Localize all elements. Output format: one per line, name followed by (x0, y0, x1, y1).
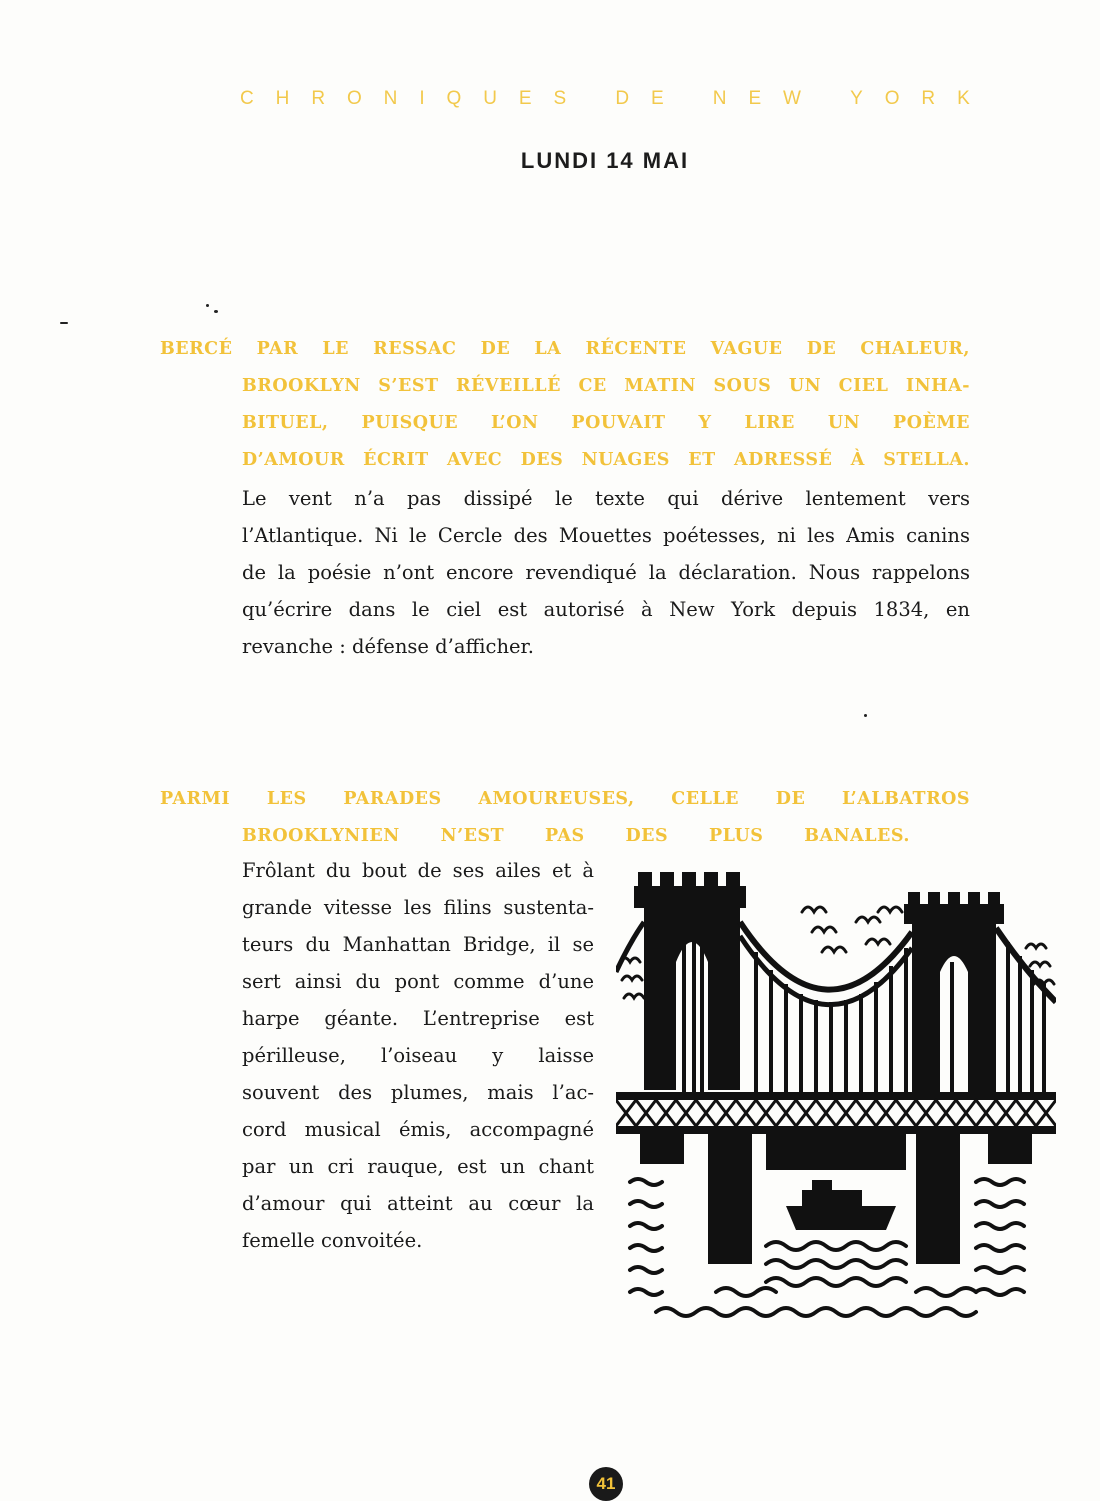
scan-speck (864, 714, 867, 717)
article1-body (242, 480, 970, 665)
headline-line: BITUEL, PUISQUE L’ON POUVAIT Y LIRE UN POÈME (242, 413, 970, 433)
scan-speck (206, 304, 209, 307)
headline-line: BROOKLYNIEN N’EST PAS DES PLUS BANALES. (242, 826, 910, 846)
body-line: qu’écrire dans le ciel est autorisé à New York depuis 1834, en (242, 598, 970, 621)
body-line: sert ainsi du pont comme d’une (242, 970, 594, 993)
scan-speck (60, 322, 68, 324)
scan-speck (214, 310, 218, 313)
body-line: périlleuse, l’oiseau y laisse (242, 1044, 594, 1067)
series-title-letter: K (957, 88, 970, 109)
series-title-letter: C (240, 88, 254, 109)
series-title-letter: E (518, 88, 532, 109)
series-title-letter: U (483, 88, 497, 109)
article2-body (242, 852, 594, 1259)
series-title-letter: E (650, 88, 664, 109)
series-title-letter: W (783, 88, 801, 109)
headline-line: PARMI LES PARADES AMOUREUSES, CELLE DE L’ALBATROS (160, 789, 970, 809)
body-line: d’amour qui atteint au cœur la (242, 1192, 594, 1215)
series-title-letter: E (748, 88, 762, 109)
body-line: revanche : défense d’afficher. (242, 635, 534, 658)
series-title-letter: I (419, 88, 425, 109)
body-line: par un cri rauque, est un chant (242, 1155, 594, 1178)
body-line: cord musical émis, accompagné (242, 1118, 594, 1141)
series-title-letter (588, 88, 593, 110)
body-line: grande vitesse les filins sustenta- (242, 896, 594, 919)
series-title-letter: Y (850, 88, 863, 109)
series-title-letter: H (275, 88, 290, 109)
body-line: harpe géante. L’entreprise est (242, 1007, 594, 1030)
series-title-letter: N (712, 88, 727, 109)
manhattan-bridge-illustration (616, 852, 1056, 1327)
body-line: Le vent n’a pas dissipé le texte qui dérive lentement vers (242, 487, 970, 510)
body-line: Frôlant du bout de ses ailes et à (242, 859, 594, 882)
body-line: teurs du Manhattan Bridge, il se (242, 933, 594, 956)
body-line: de la poésie n’ont encore revendiqué la déclaration. Nous rappelons (242, 561, 970, 584)
page-date: LUNDI 14 MAI (520, 148, 690, 173)
series-title-letter: D (615, 88, 630, 109)
series-title-letter (686, 88, 691, 110)
article1-headline (160, 331, 970, 479)
headline-line: BERCÉ PAR LE RESSAC DE LA RÉCENTE VAGUE DE CHALEUR, (160, 339, 970, 359)
series-title-letter: S (553, 88, 567, 109)
series-title-letter (823, 88, 828, 110)
series-title-letter: N (383, 88, 398, 109)
headline-line: BROOKLYN S’EST RÉVEILLÉ CE MATIN SOUS UN CIEL INHA- (242, 376, 970, 396)
article2-headline (160, 781, 970, 855)
series-title-letter: Q (446, 88, 462, 109)
body-line: souvent des plumes, mais l’ac- (242, 1081, 594, 1104)
page-number-badge: 41 (589, 1467, 623, 1501)
series-title (240, 88, 970, 110)
body-line: l’Atlantique. Ni le Cercle des Mouettes poétesses, ni les Amis canins (242, 524, 970, 547)
series-title-letter: O (346, 88, 362, 109)
body-line: femelle convoitée. (242, 1229, 423, 1252)
series-title-letter: R (921, 88, 936, 109)
series-title-letter: O (884, 88, 900, 109)
series-title-letter: R (311, 88, 326, 109)
headline-line: D’AMOUR ÉCRIT AVEC DES NUAGES ET ADRESSÉ À STELLA. (242, 450, 970, 470)
